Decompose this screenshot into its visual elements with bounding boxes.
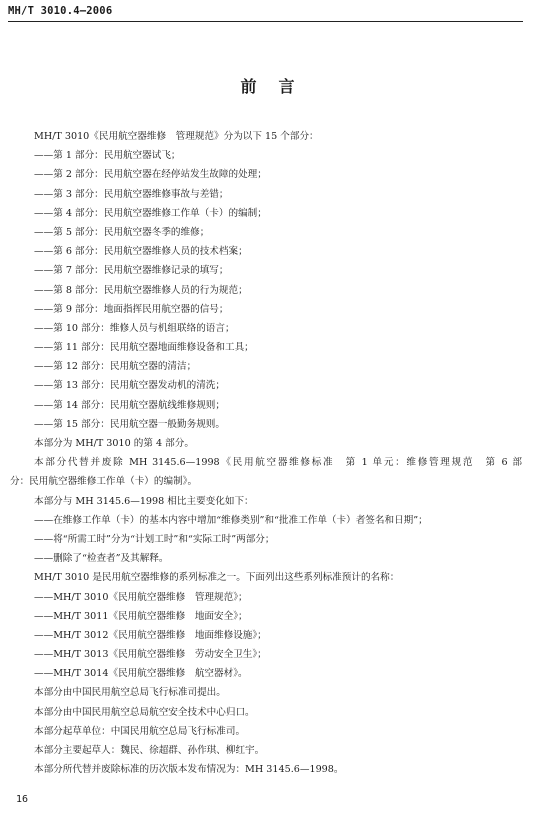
text-line: 本部分由中国民用航空总局航空安全技术中心归口。 <box>34 706 255 718</box>
preface-body <box>10 127 522 779</box>
text-line: ——在维修工作单（卡）的基本内容中增加“维修类别”和“批准工作单（卡）者签名和日期”； <box>34 514 428 526</box>
text-line: ——第 15 部分：民用航空器一般勤务规则。 <box>34 418 225 430</box>
text-line: ——MH/T 3012《民用航空器维修 地面维修设施》； <box>34 629 267 641</box>
text-line: ——MH/T 3011《民用航空器维修 地面安全》； <box>34 610 248 622</box>
text-line: ——MH/T 3014《民用航空器维修 航空器材》。 <box>34 668 248 680</box>
page-number: 16 <box>16 794 29 805</box>
document-code-header: MH/T 3010.4—2006 <box>8 5 113 17</box>
text-line: ——MH/T 3010《民用航空器维修 管理规范》； <box>34 591 248 603</box>
text-line: ——第 11 部分：民用航空器地面维修设备和工具； <box>34 342 254 354</box>
text-line: MH/T 3010《民用航空器维修 管理规范》分为以下 15 个部分： <box>34 131 319 142</box>
text-line: 本部分所代替并废除标准的历次版本发布情况为：MH 3145.6—1998。 <box>34 764 344 776</box>
text-line: MH/T 3010 是民用航空器维修的系列标准之一。下面列出这些系列标准预计的名称： <box>34 572 400 584</box>
text-line: 本部分主要起草人：魏民、徐超群、孙作琪、柳红宇。 <box>34 745 265 756</box>
text-line: ——第 1 部分：民用航空器试飞； <box>34 150 181 162</box>
text-line: ——第 3 部分：民用航空器维修事故与差错； <box>34 188 229 200</box>
text-line: ——第 10 部分：维修人员与机组联络的语言； <box>34 322 235 334</box>
text-line: 本部分起草单位：中国民用航空总局飞行标准司。 <box>34 725 246 737</box>
text-line: ——第 4 部分：民用航空器维修工作单（卡）的编制； <box>34 207 267 219</box>
text-line: ——第 9 部分：地面指挥民用航空器的信号； <box>34 303 229 315</box>
text-line: ——第 14 部分：民用航空器航线维修规则； <box>34 399 225 411</box>
text-line: ——将“所需工时”分为“计划工时”和“实际工时”两部分； <box>34 533 275 545</box>
text-line: ——第 7 部分：民用航空器维修记录的填写； <box>34 265 229 277</box>
text-line: 分：民用航空器维修工作单（卡）的编制》。 <box>10 476 198 488</box>
text-line: ——删除了“检查者”及其解释。 <box>34 553 169 565</box>
text-line: 本部分由中国民用航空总局飞行标准司提出。 <box>34 687 226 699</box>
text-line: 本部分为 MH/T 3010 的第 4 部分。 <box>34 438 194 449</box>
text-line: ——第 6 部分：民用航空器维修人员的技术档案； <box>34 246 248 258</box>
text-line: 本部分与 MH 3145.6—1998 相比主要变化如下： <box>34 495 254 507</box>
text-line: ——第 2 部分：民用航空器在经停站发生故障的处理； <box>34 169 267 181</box>
page-title: 前言 <box>240 77 317 96</box>
text-line: ——第 12 部分：民用航空器的清洁； <box>34 361 197 373</box>
text-line: ——第 13 部分：民用航空器发动机的清洗； <box>34 380 225 392</box>
text-line: ——第 5 部分：民用航空器冬季的维修； <box>34 226 210 238</box>
text-line: 本部分代替并废除 MH 3145.6—1998《民用航空器维修标准 第 1 单元：维修管理规范 第 6 部 <box>34 457 522 469</box>
text-line: ——第 8 部分：民用航空器维修人员的行为规范； <box>34 284 248 296</box>
header-rule <box>8 21 523 22</box>
text-line: ——MH/T 3013《民用航空器维修 劳动安全卫生》； <box>34 649 267 661</box>
